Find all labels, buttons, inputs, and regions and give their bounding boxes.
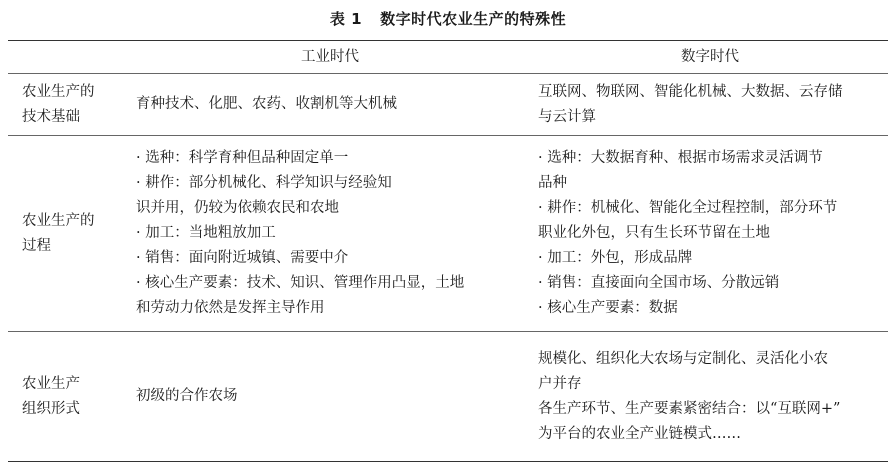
cell-line: 品种	[538, 175, 567, 191]
digital-cell	[532, 136, 888, 332]
table-title: 数字时代农业生产的特殊性	[380, 10, 567, 28]
cell-line: · 销售：直接面向全国市场、分散远销	[538, 275, 780, 291]
cell-line: · 耕作：部分机械化、科学知识与经验知	[136, 175, 392, 191]
row-label-cell	[8, 136, 128, 332]
cell-line: · 耕作：机械化、智能化全过程控制，部分环节	[538, 200, 838, 216]
cell-line: 职业化外包，只有生长环节留在土地	[538, 225, 770, 241]
row-label-line: 农业生产的	[22, 212, 95, 229]
cell-line: · 加工：当地粗放加工	[136, 225, 276, 241]
cell-line: · 销售：面向附近城镇、需要中介	[136, 250, 349, 266]
digital-cell	[532, 74, 888, 136]
cell-line: · 核心生产要素：技术、知识、管理作用凸显，土地	[136, 275, 465, 291]
industrial-cell	[128, 332, 532, 462]
header-industrial-era: 工业时代	[128, 41, 532, 74]
row-label-line: 技术基础	[22, 108, 80, 125]
table-caption	[0, 9, 896, 29]
cell-line: 初级的合作农场	[136, 388, 238, 404]
cell-line: 互联网、物联网、智能化机械、大数据、云存储	[538, 83, 843, 100]
cell-line: · 加工：外包，形成品牌	[538, 250, 693, 266]
table-row	[8, 74, 888, 136]
row-label-cell	[8, 74, 128, 136]
cell-line: 育种技术、化肥、农药、收割机等大机械	[136, 96, 397, 112]
industrial-cell	[128, 74, 532, 136]
cell-line: · 核心生产要素：数据	[538, 300, 678, 316]
table-row	[8, 332, 888, 462]
row-label-line: 组织形式	[22, 400, 80, 417]
cell-line: · 选种：科学育种但品种固定单一	[136, 150, 349, 166]
row-label-line: 过程	[22, 237, 51, 254]
table-row	[8, 136, 888, 332]
cell-line: 规模化、组织化大农场与定制化、灵活化小农	[538, 350, 828, 367]
cell-line: 和劳动力依然是发挥主导作用	[136, 300, 325, 316]
header-empty-cell	[8, 41, 128, 74]
cell-line: 与云计算	[538, 108, 596, 125]
digital-cell	[532, 332, 888, 462]
table-header-row	[8, 41, 888, 74]
cell-line: 各生产环节、生产要素紧密结合：以“互联网+”	[538, 400, 841, 417]
industrial-cell	[128, 136, 532, 332]
cell-line: 户并存	[538, 375, 582, 392]
row-label-line: 农业生产的	[22, 83, 95, 100]
table-number: 表 1	[329, 10, 363, 28]
cell-line: 为平台的农业全产业链模式……	[538, 425, 741, 442]
row-label-cell	[8, 332, 128, 462]
header-digital-era: 数字时代	[532, 41, 888, 74]
comparison-table	[8, 40, 888, 462]
cell-line: 识并用，仍较为依赖农民和农地	[136, 200, 339, 216]
cell-line: · 选种：大数据育种、根据市场需求灵活调节	[538, 150, 823, 166]
row-label-line: 农业生产	[22, 375, 80, 392]
